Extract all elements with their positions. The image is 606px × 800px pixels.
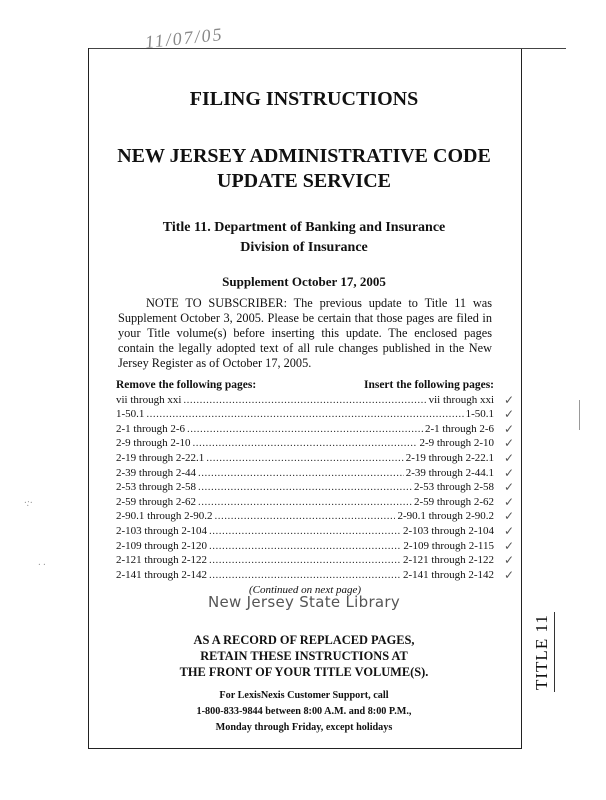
check-mark-icon: ✓ (503, 436, 514, 451)
insert-pages: 2-103 through 2-104 (402, 524, 494, 537)
library-stamp: New Jersey State Library (207, 593, 401, 611)
remove-pages: 2-1 through 2-6 (116, 422, 186, 435)
check-mark-icon: ✓ (503, 538, 514, 553)
remove-pages: 2-53 through 2-58 (116, 481, 197, 494)
remove-pages: 2-39 through 2-44 (116, 466, 197, 479)
support-line-2: 1-800-833-9844 between 8:00 A.M. and 8:00 P.M., (196, 706, 412, 717)
dot-leader (198, 466, 404, 481)
margin-scribble-1: ·:· (24, 498, 33, 509)
check-mark-icon: ✓ (503, 567, 514, 582)
dot-leader (215, 509, 396, 524)
check-mark-icon: ✓ (503, 407, 514, 422)
list-row (116, 465, 514, 481)
margin-line (579, 400, 580, 430)
check-mark-icon: ✓ (503, 421, 514, 436)
subscriber-note (118, 296, 492, 371)
insert-pages: 2-109 through 2-115 (403, 539, 494, 552)
list-row (116, 450, 514, 466)
department-line-2: Division of Insurance (240, 240, 368, 255)
remove-pages: 2-9 through 2-10 (116, 437, 191, 450)
support-line-1: For LexisNexis Customer Support, call (219, 690, 389, 701)
remove-pages: 2-90.1 through 2-90.2 (116, 510, 213, 523)
list-rows (116, 392, 514, 583)
check-mark-icon: ✓ (503, 465, 514, 480)
dot-leader (193, 436, 418, 451)
remove-pages: 2-59 through 2-62 (116, 495, 197, 508)
insert-pages: 2-9 through 2-10 (419, 437, 494, 450)
remove-pages: 2-19 through 2-22.1 (116, 451, 205, 464)
record-line-2: RETAIN THESE INSTRUCTIONS AT (200, 649, 408, 663)
remove-header: Remove the following pages: (116, 379, 257, 391)
check-mark-icon: ✓ (503, 553, 514, 568)
record-line-1: AS A RECORD OF REPLACED PAGES, (193, 633, 415, 647)
remove-pages: vii through xxi (116, 393, 182, 406)
margin-scribble-2: · · (38, 560, 46, 571)
remove-pages: 2-109 through 2-120 (116, 539, 208, 552)
list-row (116, 392, 514, 408)
check-mark-icon: ✓ (503, 480, 514, 495)
list-row (116, 407, 514, 422)
list-row (116, 523, 514, 539)
list-row (116, 509, 514, 524)
remove-pages: 2-121 through 2-122 (116, 554, 208, 567)
list-row (116, 421, 514, 437)
check-mark-icon: ✓ (503, 450, 514, 465)
dot-leader (146, 407, 463, 422)
remove-pages: 1-50.1 (116, 408, 145, 421)
insert-pages: 2-53 through 2-58 (413, 481, 494, 494)
check-mark-icon: ✓ (503, 523, 514, 538)
subscriber-note-text: NOTE TO SUBSCRIBER: The previous update to Title 11 was Supplement October 3, 2005. Please be certain that those pages are filed in your Title volume(s) before inserting this update. The enclosed pages contain the legally adopted text of all rule changes published in the New Jersey Register as of October 17, 2005. (118, 296, 492, 370)
remove-pages: 2-103 through 2-104 (116, 524, 208, 537)
dot-leader (183, 393, 426, 408)
list-header (116, 378, 494, 393)
department-line-1: Title 11. Department of Banking and Insurance (162, 220, 446, 235)
list-row (116, 553, 514, 568)
insert-pages: 2-121 through 2-122 (402, 554, 494, 567)
dot-leader (209, 553, 401, 568)
dot-leader (187, 422, 423, 437)
dot-leader (198, 495, 412, 510)
dot-leader (209, 524, 401, 539)
list-row (116, 436, 514, 451)
record-line-3: THE FRONT OF YOUR TITLE VOLUME(S). (179, 665, 429, 679)
check-mark-icon: ✓ (503, 509, 514, 524)
handwritten-note: 11/07/05 (144, 23, 225, 53)
subtitle-line-1: NEW JERSEY ADMINISTRATIVE CODE (117, 145, 491, 167)
list-row (116, 567, 514, 583)
check-mark-icon: ✓ (503, 494, 514, 509)
insert-pages: vii through xxi (428, 393, 494, 406)
continued-note: (Continued on next page) (248, 584, 362, 597)
insert-pages: 2-141 through 2-142 (402, 568, 494, 581)
insert-pages: 2-39 through 2-44.1 (405, 466, 494, 479)
insert-header: Insert the following pages: (363, 379, 494, 391)
list-row (116, 480, 514, 495)
dot-leader (209, 568, 401, 583)
page-title: FILING INSTRUCTIONS (189, 88, 419, 110)
insert-pages: 2-1 through 2-6 (424, 422, 494, 435)
supplement-date: Supplement October 17, 2005 (222, 274, 386, 289)
subtitle-line-2: UPDATE SERVICE (217, 170, 391, 192)
dot-leader (209, 539, 401, 554)
side-tab-title: TITLE 11 (532, 612, 555, 692)
customer-support (88, 688, 520, 736)
insert-pages: 1-50.1 (465, 408, 494, 421)
insert-pages: 2-59 through 2-62 (413, 495, 494, 508)
page-list (116, 378, 514, 598)
insert-pages: 2-19 through 2-22.1 (405, 451, 494, 464)
list-row (116, 538, 514, 554)
list-row (116, 494, 514, 510)
remove-pages: 2-141 through 2-142 (116, 568, 208, 581)
check-mark-icon: ✓ (503, 392, 514, 407)
dot-leader (206, 451, 403, 466)
insert-pages: 2-90.1 through 2-90.2 (397, 510, 494, 523)
record-instructions (88, 632, 520, 680)
dot-leader (198, 480, 412, 495)
support-line-3: Monday through Friday, except holidays (215, 722, 393, 733)
